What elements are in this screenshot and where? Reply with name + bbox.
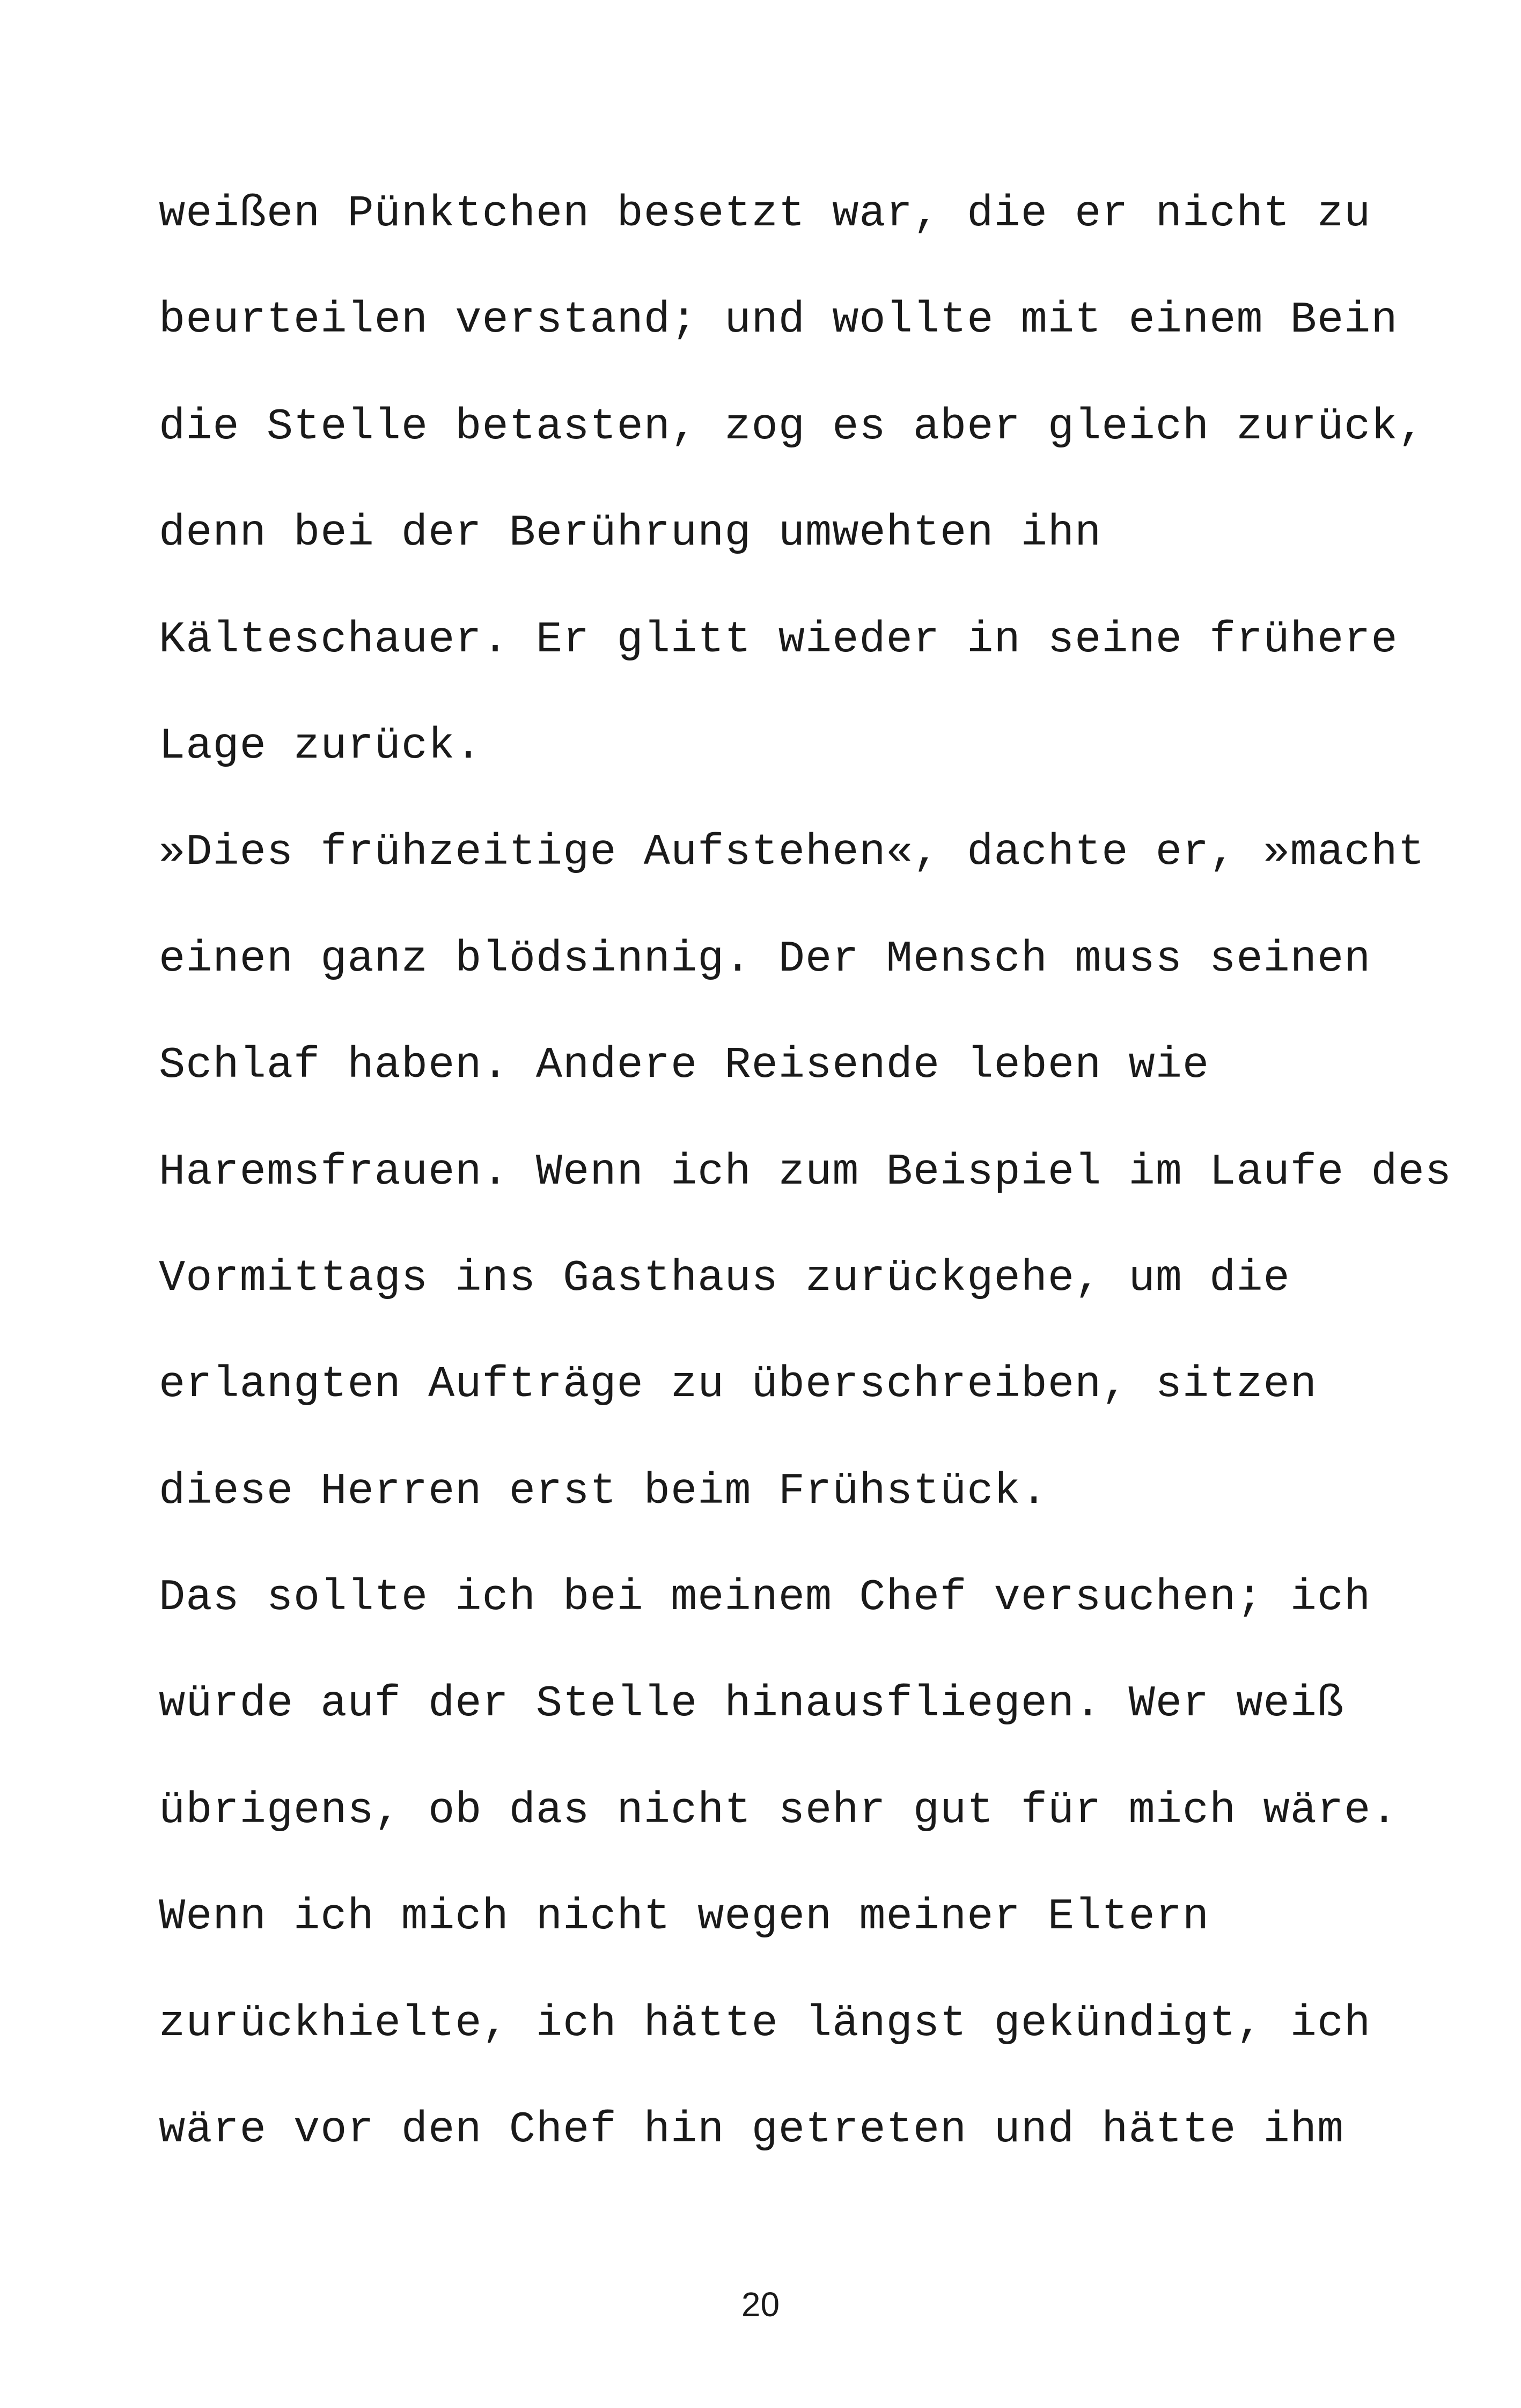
text-line: würde auf der Stelle hinausfliegen. Wer weiß: [159, 1679, 1344, 1729]
text-line: wäre vor den Chef hin getreten und hätte ihm: [159, 2105, 1344, 2155]
text-line: diese Herren erst beim Frühstück.: [159, 1466, 1048, 1516]
text-line: Schlaf haben. Andere Reisende leben wie: [159, 1040, 1210, 1091]
text-line: Wenn ich mich nicht wegen meiner Eltern: [159, 1892, 1210, 1942]
text-line: »Dies frühzeitige Aufstehen«, dachte er, »macht: [159, 827, 1425, 878]
text-line: die Stelle betasten, zog es aber gleich zurück,: [159, 401, 1425, 452]
body-text: [159, 161, 1452, 2183]
text-line: übrigens, ob das nicht sehr gut für mich wäre.: [159, 1785, 1398, 1836]
text-line: Kälteschauer. Er glitt wieder in seine frühere: [159, 614, 1398, 665]
text-line: Das sollte ich bei meinem Chef versuchen; ich: [159, 1573, 1371, 1623]
text-line: Lage zurück.: [159, 721, 482, 771]
text-line: erlangten Aufträge zu überschreiben, sitzen: [159, 1360, 1317, 1410]
text-line: denn bei der Berührung umwehten ihn: [159, 508, 1102, 559]
text-line: Vormittags ins Gasthaus zurückgehe, um die: [159, 1253, 1290, 1303]
text-line: zurückhielte, ich hätte längst gekündigt, ich: [159, 1998, 1371, 2049]
text-line: einen ganz blödsinnig. Der Mensch muss seinen: [159, 934, 1371, 984]
text-line: Haremsfrauen. Wenn ich zum Beispiel im Laufe des: [159, 1147, 1452, 1197]
page-number: 20: [741, 2285, 780, 2324]
text-line: weißen Pünktchen besetzt war, die er nicht zu: [159, 189, 1371, 239]
text-line: beurteilen verstand; und wollte mit einem Bein: [159, 295, 1398, 346]
